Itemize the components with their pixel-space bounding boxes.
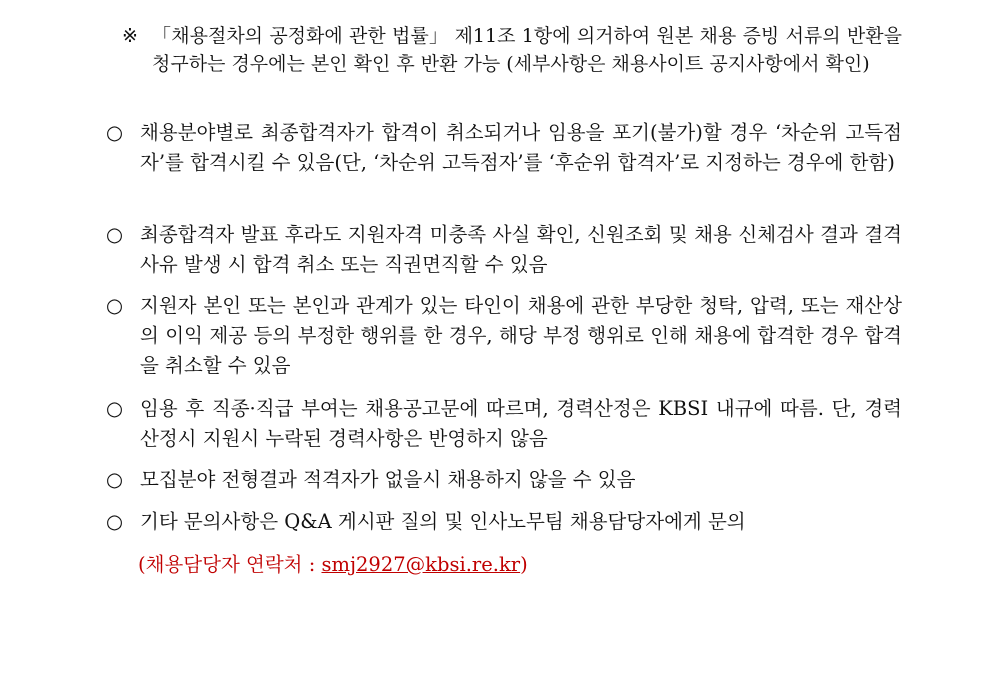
circle-bullet-icon: ○	[106, 121, 124, 144]
list-item-text: 기타 문의사항은 Q&A 게시판 질의 및 인사노무팀 채용담당자에게 문의	[140, 510, 746, 533]
list-item	[106, 394, 902, 454]
list-item	[106, 118, 902, 178]
circle-bullet-icon: ○	[106, 468, 124, 491]
circle-bullet-icon: ○	[106, 510, 124, 533]
contact-label: (채용담당자 연락처 :	[138, 553, 322, 576]
notice-note	[122, 22, 902, 78]
list-item	[106, 465, 902, 495]
contact-info	[138, 550, 528, 580]
list-item-text: 지원자 본인 또는 본인과 관계가 있는 타인이 채용에 관한 부당한 청탁, 압력, 또는 재산상의 이익 제공 등의 부정한 행위를 한 경우, 해당 부정 행위로 인해 채용에 합격한 경우 합격을 취소할 수 있음	[140, 294, 902, 377]
list-item-text: 모집분야 전형결과 적격자가 없을시 채용하지 않을 수 있음	[140, 468, 636, 491]
list-item	[106, 220, 902, 280]
list-item	[106, 291, 902, 381]
list-item	[106, 507, 902, 537]
list-item-text: 임용 후 직종·직급 부여는 채용공고문에 따르며, 경력산정은 KBSI 내규에 따름. 단, 경력산정시 지원시 누락된 경력사항은 반영하지 않음	[140, 397, 902, 450]
circle-bullet-icon: ○	[106, 223, 124, 246]
contact-close: )	[520, 553, 528, 576]
list-item-text: 채용분야별로 최종합격자가 합격이 취소되거나 임용을 포기(불가)할 경우 ‘차순위 고득점자’를 합격시킬 수 있음(단, ‘차순위 고득점자’를 ‘후순위 합격자’로 지정하는 경우에 한함)	[140, 121, 902, 174]
contact-email-link[interactable]: smj2927@kbsi.re.kr	[321, 553, 521, 576]
circle-bullet-icon: ○	[106, 294, 124, 317]
circle-bullet-icon: ○	[106, 397, 124, 420]
notice-text: 「채용절차의 공정화에 관한 법률」 제11조 1항에 의거하여 원본 채용 증빙 서류의 반환을 청구하는 경우에는 본인 확인 후 반환 가능 (세부사항은 채용사이트 공지사항에서 확인)	[152, 25, 902, 75]
list-item-text: 최종합격자 발표 후라도 지원자격 미충족 사실 확인, 신원조회 및 채용 신체검사 결과 결격사유 발생 시 합격 취소 또는 직권면직할 수 있음	[140, 223, 902, 276]
reference-mark: ※	[122, 25, 138, 47]
